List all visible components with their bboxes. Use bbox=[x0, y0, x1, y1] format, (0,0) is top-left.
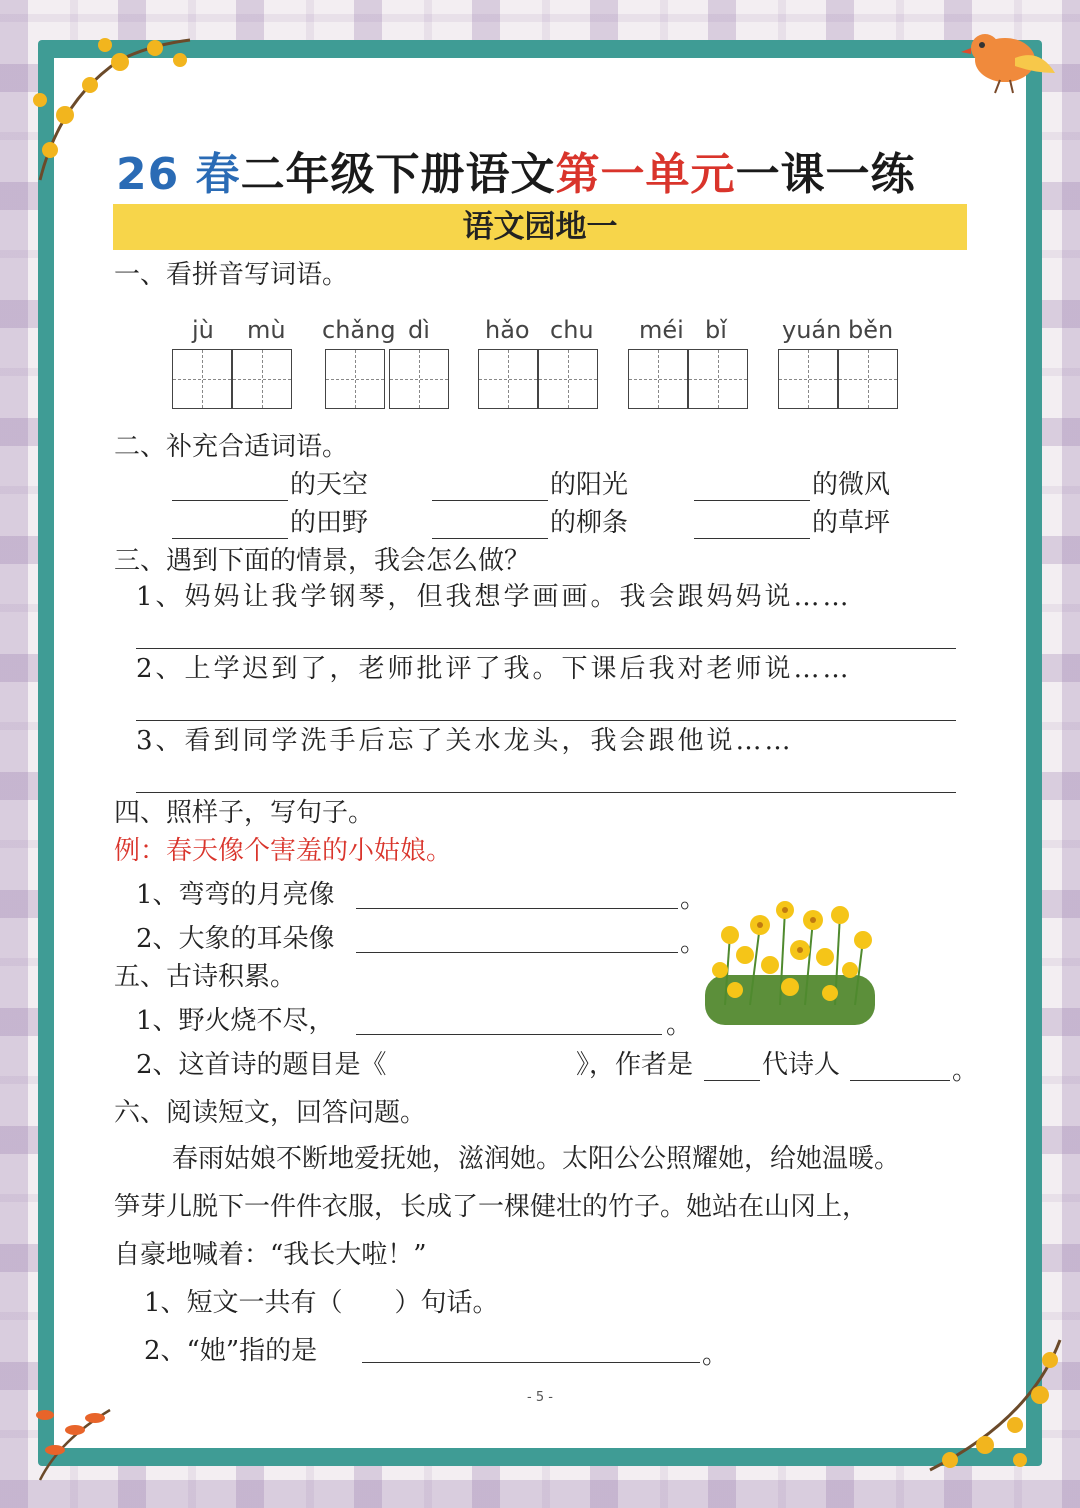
section2-heading: 二、补充合适词语。 bbox=[114, 432, 349, 462]
fill-word: 的天空 bbox=[290, 470, 369, 500]
period-mark: 。 bbox=[666, 1010, 693, 1040]
blank-line[interactable] bbox=[172, 508, 288, 539]
writing-box[interactable] bbox=[232, 349, 292, 409]
writing-box[interactable] bbox=[478, 349, 538, 409]
yellow-flowers-icon bbox=[705, 895, 875, 1025]
example-sentence: 例：春天像个害羞的小姑娘。 bbox=[114, 836, 453, 866]
blank-line[interactable] bbox=[704, 1052, 760, 1081]
subtitle-banner: 语文园地一 bbox=[113, 204, 967, 250]
flower-branch-bottom-right-icon bbox=[900, 1320, 1070, 1490]
poem-prompt: 1、野火烧不尽， bbox=[136, 1006, 335, 1036]
period-mark: 。 bbox=[680, 884, 707, 914]
title-unit: 第一单元 bbox=[555, 149, 736, 200]
fill-word: 的阳光 bbox=[550, 470, 629, 500]
blank-line[interactable] bbox=[432, 470, 548, 501]
writing-box[interactable] bbox=[389, 349, 449, 409]
reading-question: 1、短文一共有（ ）句话。 bbox=[144, 1288, 499, 1318]
writing-box[interactable] bbox=[538, 349, 598, 409]
page-title bbox=[116, 138, 976, 202]
answer-line[interactable] bbox=[136, 792, 956, 793]
situation-question: 3、看到同学洗手后忘了关水龙头，我会跟他说…… bbox=[136, 726, 794, 756]
fill-word: 的柳条 bbox=[550, 508, 629, 538]
blank-line[interactable] bbox=[362, 1334, 700, 1363]
bird-icon bbox=[955, 18, 1065, 98]
leaf-branch-bottom-left-icon bbox=[20, 1380, 130, 1490]
pinyin-syllable: yuán bbox=[782, 316, 842, 344]
pinyin-syllable: dì bbox=[408, 316, 430, 344]
answer-line[interactable] bbox=[136, 720, 956, 721]
blank-line[interactable] bbox=[432, 508, 548, 539]
blank-line[interactable] bbox=[356, 924, 678, 953]
sentence-prompt: 1、弯弯的月亮像 bbox=[136, 880, 335, 910]
pinyin-syllable: běn bbox=[848, 316, 894, 344]
section4-heading: 四、照样子，写句子。 bbox=[114, 798, 375, 828]
page-number: - 5 - bbox=[527, 1390, 553, 1405]
period-mark: 。 bbox=[680, 928, 707, 958]
blank-line[interactable] bbox=[694, 470, 810, 501]
section1-heading: 一、看拼音写词语。 bbox=[114, 260, 349, 290]
writing-box[interactable] bbox=[628, 349, 688, 409]
fill-word: 的微风 bbox=[812, 470, 891, 500]
title-practice: 一课一练 bbox=[735, 149, 916, 200]
reading-paragraph: 春雨姑娘不断地爱抚她，滋润她。太阳公公照耀她，给她温暖。 bbox=[172, 1144, 901, 1174]
title-grade: 二年级下册语文 bbox=[240, 149, 556, 200]
fill-word: 的草坪 bbox=[812, 508, 891, 538]
writing-box[interactable] bbox=[325, 349, 385, 409]
answer-line[interactable] bbox=[136, 648, 956, 649]
reading-paragraph: 笋芽儿脱下一件件衣服，长成了一棵健壮的竹子。她站在山冈上， bbox=[114, 1192, 869, 1222]
pinyin-group bbox=[172, 312, 932, 422]
poem-author-prompt: 》，作者是 bbox=[576, 1050, 694, 1080]
pinyin-syllable: mù bbox=[247, 316, 286, 344]
blank-line[interactable] bbox=[694, 508, 810, 539]
writing-box[interactable] bbox=[688, 349, 748, 409]
blank-line[interactable] bbox=[356, 880, 678, 909]
period-mark: 。 bbox=[952, 1056, 979, 1086]
blank-line[interactable] bbox=[850, 1052, 950, 1081]
section6-heading: 六、阅读短文，回答问题。 bbox=[114, 1098, 427, 1128]
blank-line[interactable] bbox=[172, 470, 288, 501]
pinyin-syllable: hǎo bbox=[485, 316, 530, 344]
writing-box[interactable] bbox=[778, 349, 838, 409]
reading-paragraph: 自豪地喊着：“我长大啦！” bbox=[114, 1240, 427, 1270]
blank-line[interactable] bbox=[356, 1006, 662, 1035]
title-year: 26 春 bbox=[116, 149, 241, 200]
pinyin-syllable: chu bbox=[550, 316, 594, 344]
period-mark: 。 bbox=[702, 1340, 729, 1370]
pinyin-syllable: méi bbox=[639, 316, 684, 344]
fill-word: 的田野 bbox=[290, 508, 369, 538]
section3-heading: 三、遇到下面的情景，我会怎么做？ bbox=[114, 546, 531, 576]
pinyin-syllable: chǎng bbox=[322, 316, 396, 344]
reading-question: 2、“她”指的是 bbox=[144, 1336, 318, 1366]
situation-question: 2、上学迟到了，老师批评了我。下课后我对老师说…… bbox=[136, 654, 852, 684]
poet-label: 代诗人 bbox=[762, 1050, 841, 1080]
section5-heading: 五、古诗积累。 bbox=[114, 962, 297, 992]
poem-title-prompt: 2、这首诗的题目是《 bbox=[136, 1050, 387, 1080]
writing-box[interactable] bbox=[838, 349, 898, 409]
writing-box[interactable] bbox=[172, 349, 232, 409]
sentence-prompt: 2、大象的耳朵像 bbox=[136, 924, 335, 954]
situation-question: 1、妈妈让我学钢琴，但我想学画画。我会跟妈妈说…… bbox=[136, 582, 852, 612]
pinyin-syllable: jù bbox=[192, 316, 214, 344]
pinyin-syllable: bǐ bbox=[705, 316, 727, 344]
